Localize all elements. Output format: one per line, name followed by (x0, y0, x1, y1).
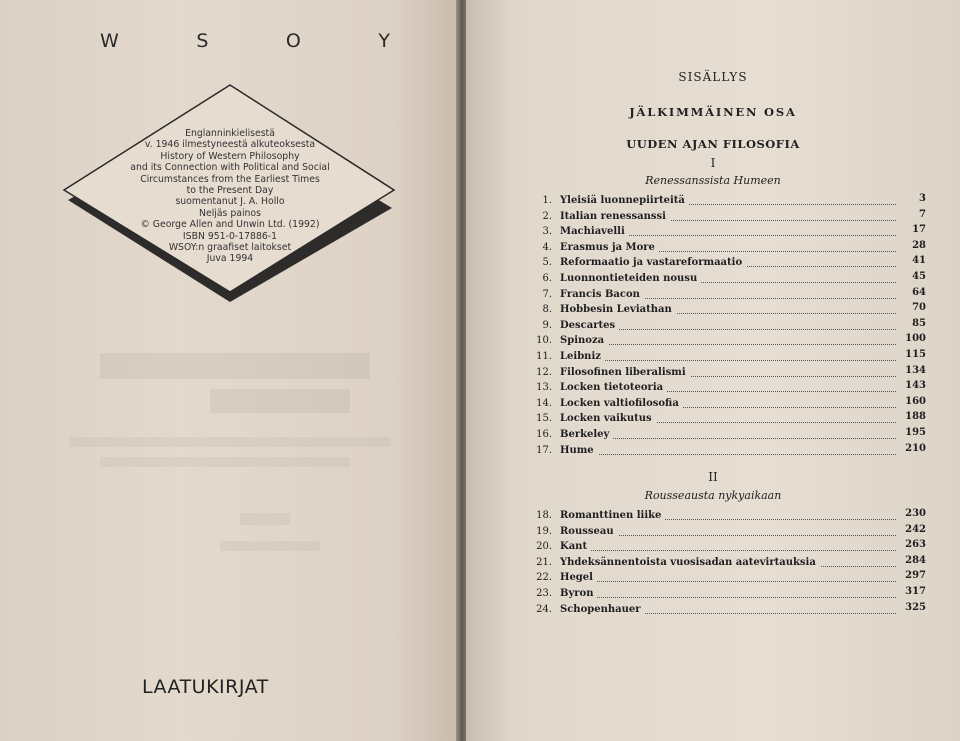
leader-dots (560, 334, 896, 345)
toc-entry (526, 255, 926, 271)
leader-dots (560, 571, 896, 582)
colophon-line: suomentanut J. A. Hollo (175, 196, 285, 208)
colophon-line: Englanninkielisestä (185, 128, 275, 139)
colophon-line: WSOY:n graafiset laitokset (168, 242, 292, 254)
leader-dots (560, 444, 896, 455)
toc-entry-page: 284 (905, 554, 926, 566)
part-heading: JÄLKIMMÄINEN OSA (629, 105, 797, 119)
toc-entry-number: 11. (536, 350, 552, 362)
toc-entry (526, 586, 926, 602)
toc-entry-title-text: Hume (560, 445, 598, 456)
toc-entry (526, 570, 926, 586)
toc-entry-page: 41 (912, 255, 926, 267)
toc-entry-title (560, 304, 676, 315)
toc-entry-page: 134 (905, 364, 926, 376)
toc-entry (526, 287, 926, 303)
publisher-letter: W (100, 30, 119, 52)
toc-entry-title-text: Hegel (560, 572, 597, 583)
toc-entry-page: 17 (912, 224, 926, 236)
toc-entry-title (560, 398, 683, 409)
toc-entry-page: 195 (905, 426, 926, 438)
toc-entry-number: 21. (536, 556, 552, 568)
toc-entry-title (560, 351, 605, 362)
toc-entry-title-text: Descartes (560, 320, 619, 331)
toc-entry (526, 333, 926, 349)
toc-entry-title-text: Spinoza (560, 335, 608, 346)
toc-entry-number: 2. (542, 210, 552, 222)
toc-entry-page: 242 (905, 523, 926, 535)
toc-entry-title-text: Filosofinen liberalismi (560, 367, 690, 378)
toc-entry (526, 524, 926, 540)
toc-entry-number: 1. (542, 195, 552, 206)
toc-entry-title-text: Locken valtiofilosofia (560, 398, 683, 409)
toc-entry-title-text: Byron (560, 588, 597, 599)
toc-entry-number: 3. (542, 226, 552, 238)
toc-entry-title (560, 320, 619, 331)
toc-entry-title (560, 211, 670, 222)
toc-entry-number: 6. (542, 272, 552, 284)
toc-entry-title-text: Reformaatio ja vastareformaatio (560, 257, 746, 268)
toc-entry-number: 4. (542, 241, 552, 253)
toc-entry-page: 230 (905, 508, 926, 519)
toc-entry-page: 317 (905, 585, 926, 597)
toc-entry (526, 349, 926, 365)
colophon-line: History of Western Philosophy (160, 150, 300, 162)
toc-entry (526, 396, 926, 412)
toc-entry-title (560, 195, 689, 206)
group-subtitle: Rousseausta nykyaikaan (644, 489, 782, 502)
toc-entry (526, 209, 926, 225)
toc-entry-page: 28 (912, 239, 926, 251)
toc-entry-number: 19. (536, 525, 552, 537)
toc-entry-title (560, 257, 746, 268)
contents-heading: SISÄLLYS (678, 70, 748, 84)
toc-entry (526, 224, 926, 240)
toc-entry-number: 10. (536, 335, 552, 347)
toc-entry-number: 9. (542, 319, 552, 331)
toc-entry-title (560, 541, 591, 552)
toc-entry (526, 508, 926, 524)
toc-entry-title-text: Berkeley (560, 429, 613, 440)
toc-entry-title-text: Leibniz (560, 351, 605, 362)
toc-entry-title-text: Luonnontieteiden nousu (560, 273, 701, 284)
group-numeral: I (710, 156, 716, 170)
toc-entry (526, 365, 926, 381)
leader-dots (560, 350, 896, 361)
toc-list (526, 193, 926, 458)
toc-entry (526, 380, 926, 396)
toc-entry (526, 555, 926, 571)
colophon-line: Circumstances from the Earliest Times (140, 173, 320, 185)
toc-list (526, 508, 926, 617)
toc-entry-title (560, 429, 613, 440)
toc-entry-number: 17. (536, 444, 552, 456)
colophon-line: ISBN 951-0-17886-1 (182, 230, 278, 242)
toc-entry-title (560, 445, 598, 456)
group-subtitle: Renessanssista Humeen (645, 174, 781, 187)
toc-entry (526, 602, 926, 618)
colophon-line: v. 1946 ilmestyneestä alkuteoksesta (144, 139, 316, 151)
toc-entry-page: 7 (919, 208, 926, 220)
toc-entry (526, 302, 926, 318)
toc-entry-number: 13. (536, 382, 552, 394)
toc-entry-page: 115 (905, 348, 926, 360)
toc-entry-number: 18. (536, 510, 552, 521)
toc-entry-number: 15. (536, 413, 552, 425)
toc-entry-title-text: Locken vaikutus (560, 413, 656, 424)
publisher-letter: S (196, 30, 209, 52)
toc-entry-page: 210 (905, 442, 926, 454)
toc-entry-title-text: Italian renessanssi (560, 211, 670, 222)
section-heading: UUDEN AJAN FILOSOFIA (626, 137, 800, 151)
leader-dots (560, 540, 896, 551)
toc-entry-page: 188 (905, 411, 926, 423)
toc-entry-title-text: Romanttinen liike (560, 510, 665, 521)
toc-entry-title-text: Machiavelli (560, 226, 629, 237)
toc-entry-title (560, 382, 667, 393)
show-through-ghost (60, 345, 400, 555)
toc-entry-title-text: Locken tietoteoria (560, 382, 667, 393)
toc-entry-page: 85 (912, 317, 926, 329)
toc-entry (526, 427, 926, 443)
toc-entry-title (560, 588, 597, 599)
toc-entry-page: 64 (912, 286, 926, 298)
toc-entry (526, 411, 926, 427)
publisher-logo (100, 30, 390, 52)
toc-entry-title (560, 242, 659, 253)
toc-entry-title (560, 335, 608, 346)
toc-entry-title (560, 572, 597, 583)
toc-entry-page: 143 (905, 380, 926, 392)
toc-entry-title (560, 413, 656, 424)
toc-entry-number: 7. (542, 288, 552, 300)
group-numeral: II (708, 470, 718, 484)
toc-entry-number: 22. (536, 572, 552, 584)
toc-entry (526, 271, 926, 287)
colophon-diamond (60, 80, 400, 315)
colophon-line: © George Allen and Unwin Ltd. (1992) (140, 219, 320, 231)
toc-entry-page: 297 (905, 570, 926, 582)
toc-entry-title (560, 367, 690, 378)
toc-entry-page: 325 (905, 601, 926, 613)
publisher-letter: Y (378, 30, 390, 52)
colophon-line: Juva 1994 (206, 253, 254, 265)
toc-entry (526, 318, 926, 334)
toc-entry-number: 5. (542, 257, 552, 269)
toc-entry-number: 16. (536, 428, 552, 440)
toc-entry-title-text: Francis Bacon (560, 289, 644, 300)
toc-entry-title (560, 557, 820, 568)
colophon-line: to the Present Day (186, 185, 274, 197)
toc-entry-title-text: Rousseau (560, 526, 618, 537)
toc-entry (526, 443, 926, 459)
publisher-letter: O (285, 30, 301, 52)
toc-entry-title (560, 273, 701, 284)
toc-entry-title (560, 226, 629, 237)
right-page (466, 0, 960, 741)
toc-entry (526, 240, 926, 256)
toc-entry-number: 24. (536, 603, 552, 615)
toc-entry-title (560, 526, 618, 537)
toc-entry-title (560, 289, 644, 300)
colophon-line: Neljäs painos (199, 207, 261, 219)
toc-entry-page: 70 (912, 302, 926, 314)
toc-entry-title-text: Yleisiä luonnepiirteitä (560, 195, 689, 206)
toc-entry-page: 160 (905, 395, 926, 407)
toc-entry-page: 263 (905, 539, 926, 551)
toc-entry-title-text: Kant (560, 541, 591, 552)
toc-entry-number: 12. (536, 366, 552, 378)
toc-entry-title-text: Erasmus ja More (560, 242, 659, 253)
toc-entry-number: 23. (536, 587, 552, 599)
toc-entry-title-text: Schopenhauer (560, 604, 645, 615)
toc-entry-page: 45 (912, 270, 926, 282)
colophon-line: and its Connection with Political and Social (130, 162, 330, 174)
toc-entry-page: 3 (919, 193, 926, 204)
leader-dots (560, 587, 896, 598)
toc-entry (526, 539, 926, 555)
toc-entry-title-text: Yhdeksännentoista vuosisadan aatevirtauksia (560, 557, 820, 568)
toc-entry-number: 8. (542, 304, 552, 316)
left-page (0, 0, 458, 741)
toc-entry-title (560, 510, 665, 521)
toc-entry-number: 14. (536, 397, 552, 409)
toc-entry-title (560, 604, 645, 615)
imprint-logo: LAATUKIRJAT (142, 676, 269, 698)
toc-entry-page: 100 (905, 333, 926, 345)
toc-entry-title-text: Hobbesin Leviathan (560, 304, 676, 315)
toc-entry-number: 20. (536, 541, 552, 553)
toc-entry (526, 193, 926, 209)
colophon-text (130, 128, 330, 265)
